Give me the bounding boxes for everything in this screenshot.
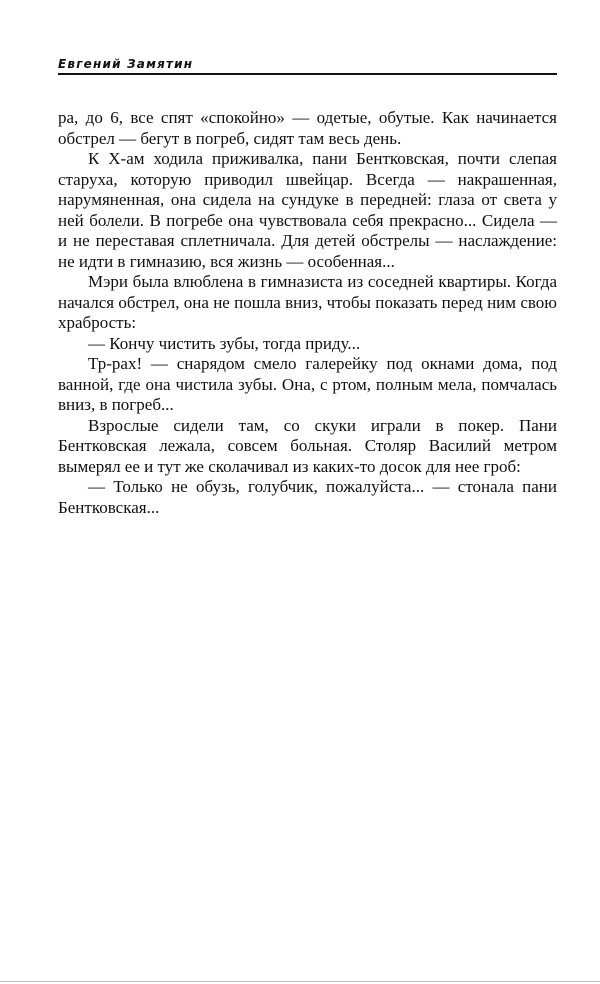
running-head-author: Евгений Замятин [58, 57, 194, 71]
header-rule [58, 73, 557, 75]
paragraph-5: Тр-рах! — снарядом смело галерейку под окнами дома, под ванной, где она чистила зубы. Она, с ртом, полным мела, помчалась вниз, в погреб... [58, 354, 557, 414]
paragraph-1: ра, до 6, все спят «спокойно» — одетые, обутые. Как начинается обстрел — бегут в погреб, сидят там весь день. [58, 108, 557, 148]
paragraph-2: К Х-ам ходила приживалка, пани Бентковская, почти слепая старуха, которую приводил швейцар. Всегда — накрашенная, нарумяненная, она сидела на сундуке в передней: глаза от света у ней болели. В погребе она чувствовала себя прекрасно... Сидела — и не переставая сплетничала. Для детей обстрелы — наслаждение: не идти в гимназию, вся жизнь — особенная... [58, 149, 557, 271]
page-bottom-edge [0, 981, 600, 982]
paragraph-3: Мэри была влюблена в гимназиста из соседней квартиры. Когда начался обстрел, она не пошла вниз, чтобы показать перед ним свою храбрость: [58, 272, 557, 332]
paragraph-7: — Только не обузь, голубчик, пожалуйста... — стонала пани Бентковская... [58, 477, 557, 517]
paragraph-4: — Кончу чистить зубы, тогда приду... [88, 333, 361, 353]
paragraph-6: Взрослые сидели там, со скуки играли в покер. Пани Бентковская лежала, совсем больная. Столяр Василий метром вымерял ее и тут же сколачивал из каких-то досок для нее гроб: [58, 415, 557, 476]
page-body-text [58, 108, 557, 518]
